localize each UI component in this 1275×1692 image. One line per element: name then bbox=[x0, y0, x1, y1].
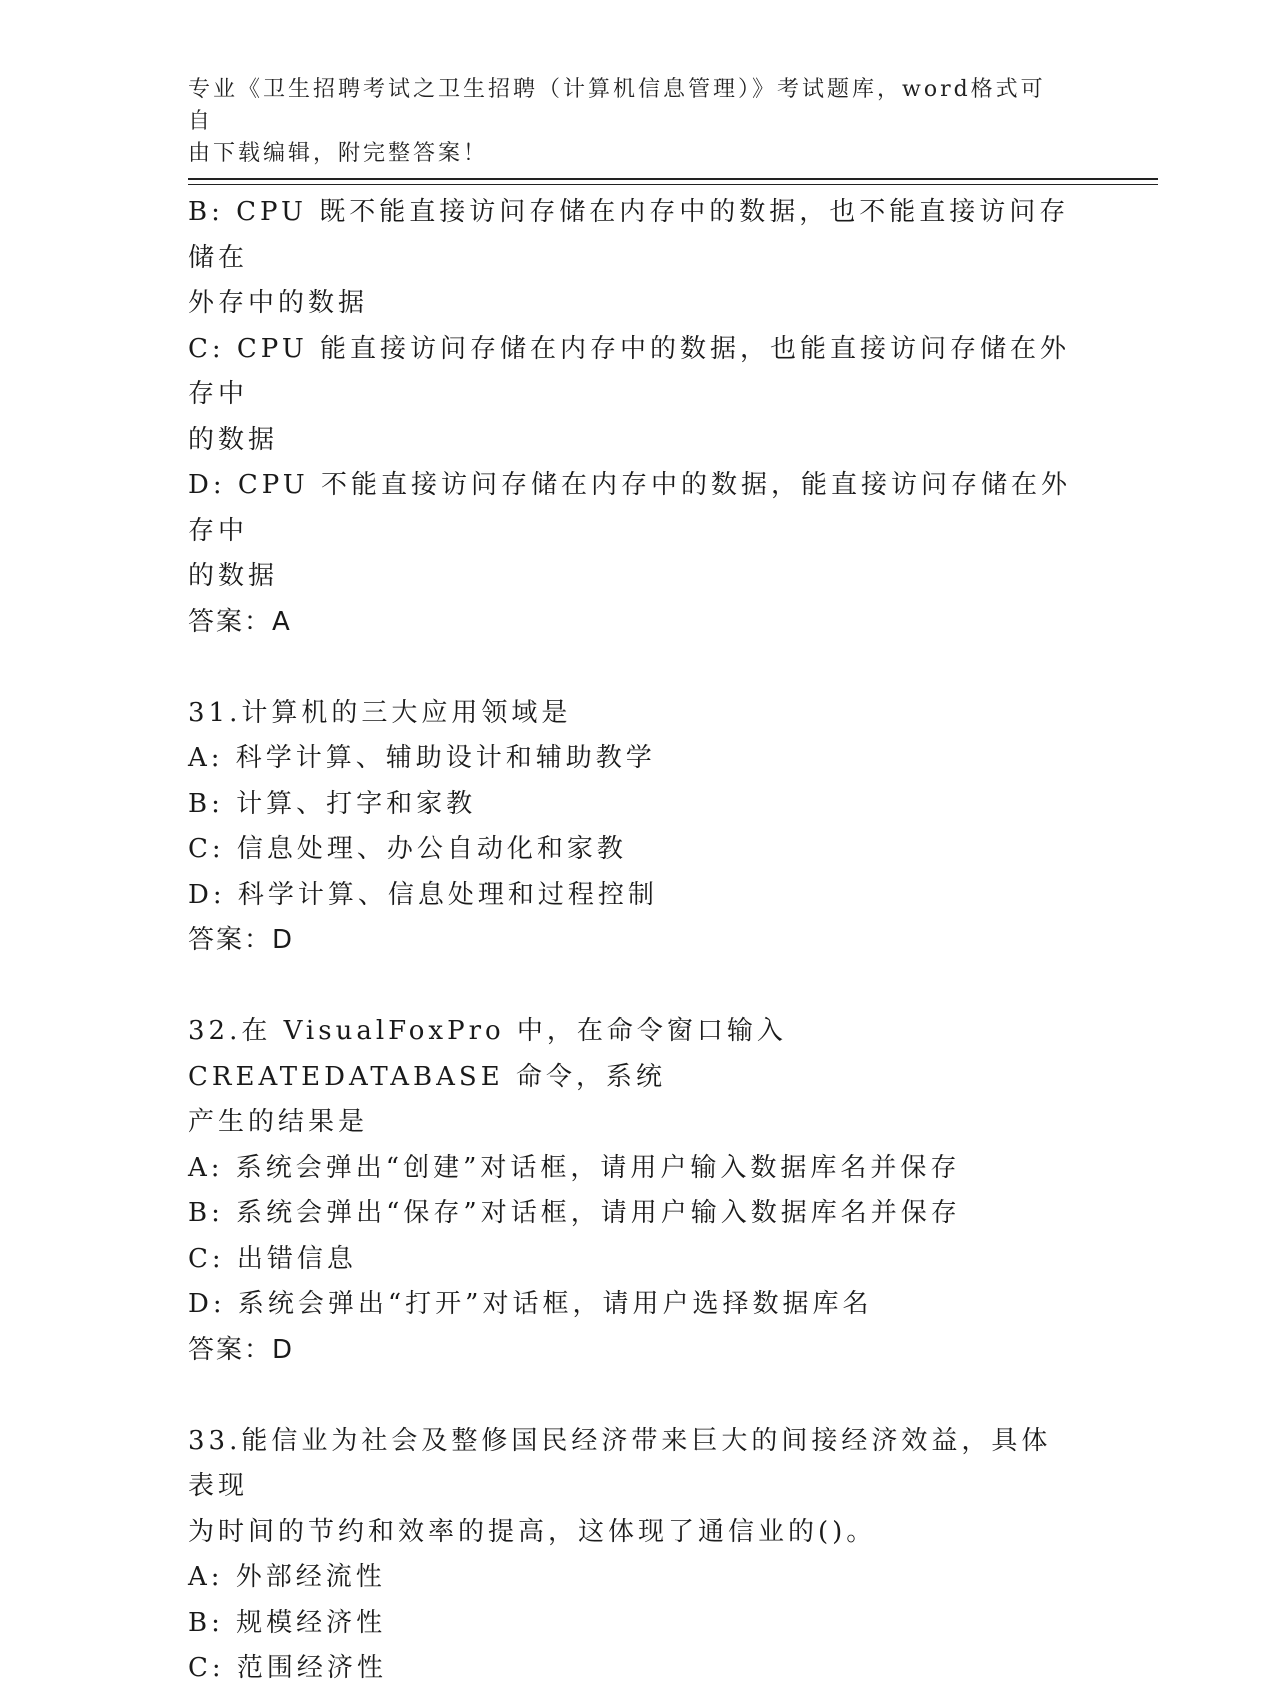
header-divider-thick bbox=[188, 178, 1158, 180]
option-b: B: CPU 既不能直接访问存储在内存中的数据，也不能直接访问存储在 bbox=[188, 197, 1070, 273]
question-stem-continued: 产生的结果是 bbox=[188, 1107, 369, 1137]
answer-line: 答案：D bbox=[188, 925, 295, 955]
question-stem-continued: 为时间的节约和效率的提高，这体现了通信业的()。 bbox=[188, 1516, 877, 1547]
question-spacer bbox=[188, 964, 1078, 1010]
question-stem: 31.计算机的三大应用领域是 bbox=[188, 697, 572, 728]
answer-line: 答案：D bbox=[188, 1334, 295, 1365]
question-spacer bbox=[188, 645, 1078, 691]
question-stem: 33.能信业为社会及整修国民经济带来巨大的间接经济效益，具体表现 bbox=[188, 1425, 1052, 1501]
option-d: D: 系统会弹出“打开”对话框，请用户选择数据库名 bbox=[188, 1289, 873, 1319]
option-a: A: 外部经流性 bbox=[188, 1562, 386, 1592]
question-spacer bbox=[188, 1373, 1078, 1419]
option-b: B: 计算、打字和家教 bbox=[188, 788, 477, 819]
option-a: A: 系统会弹出“创建”对话框，请用户输入数据库名并保存 bbox=[188, 1152, 961, 1183]
question-33-block bbox=[188, 1419, 1078, 1692]
option-a: A: 科学计算、辅助设计和辅助教学 bbox=[188, 743, 656, 773]
option-c: C: 信息处理、办公自动化和家教 bbox=[188, 834, 627, 864]
document-header bbox=[188, 74, 1068, 170]
option-c: C: CPU 能直接访问存储在内存中的数据，也能直接访问存储在外存中 bbox=[188, 333, 1071, 409]
header-line-1: 专业《卫生招聘考试之卫生招聘（计算机信息管理）》考试题库，word格式可自 bbox=[188, 77, 1046, 134]
option-d-continued: 的数据 bbox=[188, 561, 279, 591]
option-c-continued: 的数据 bbox=[188, 424, 279, 455]
option-d: D: CPU 不能直接访问存储在内存中的数据，能直接访问存储在外存中 bbox=[188, 470, 1071, 546]
header-line-2: 由下载编辑，附完整答案！ bbox=[188, 141, 489, 166]
question-content bbox=[188, 190, 1078, 1692]
question-31-block bbox=[188, 691, 1078, 964]
option-b: B: 系统会弹出“保存”对话框，请用户输入数据库名并保存 bbox=[188, 1198, 961, 1228]
question-32-block bbox=[188, 1009, 1078, 1373]
previous-question-block bbox=[188, 190, 1078, 645]
option-d: D: 科学计算、信息处理和过程控制 bbox=[188, 879, 658, 910]
header-divider-thin bbox=[188, 184, 1158, 185]
answer-line: 答案：A bbox=[188, 606, 292, 637]
option-b-continued: 外存中的数据 bbox=[188, 288, 369, 318]
option-b: B: 规模经济性 bbox=[188, 1607, 387, 1638]
option-c: C: 范围经济性 bbox=[188, 1653, 387, 1683]
question-stem: 32.在 VisualFoxPro 中，在命令窗口输入 CREATEDATABASE 命令，系统 bbox=[188, 1016, 800, 1092]
option-c: C: 出错信息 bbox=[188, 1243, 357, 1274]
